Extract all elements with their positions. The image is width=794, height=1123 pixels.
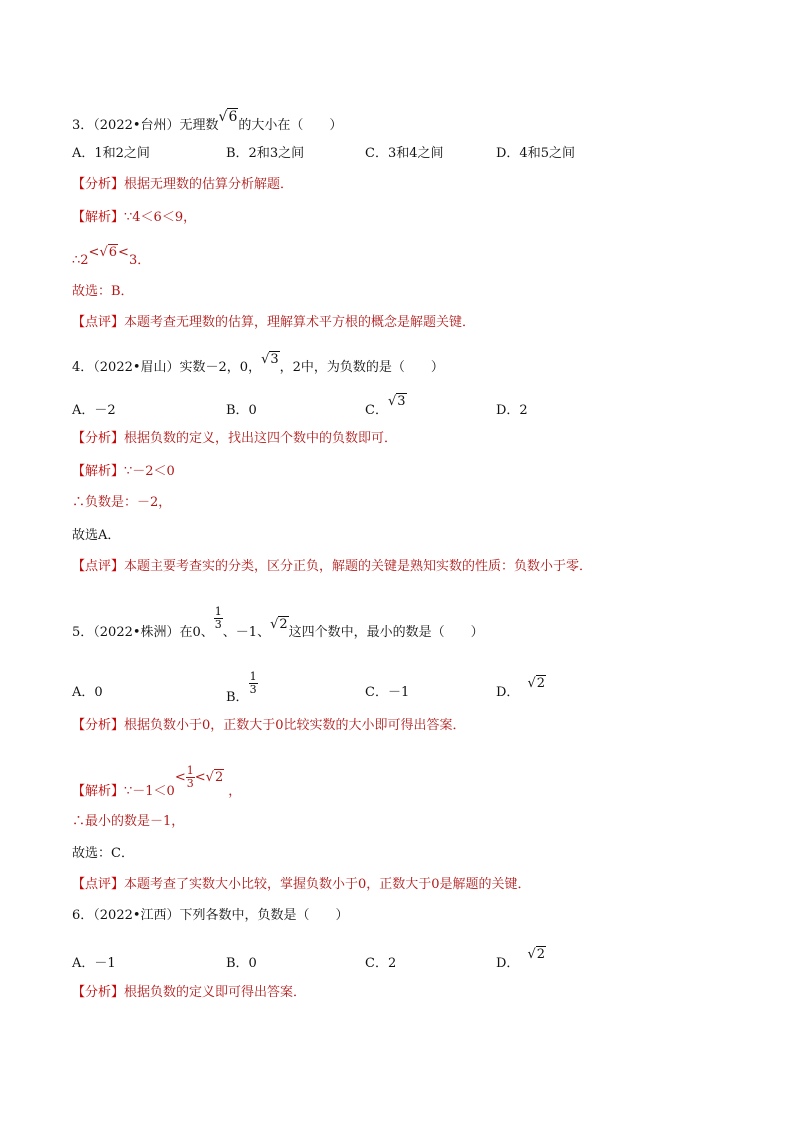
q5-option-a: A．0 [72, 685, 103, 700]
q4-comment: 【点评】本题主要考查实的分类，区分正负，解题的关键是熟知实数的性质：负数小于零． [72, 559, 593, 574]
q6-option-d: D．√2 [496, 947, 546, 971]
q5-option-d: D．√2 [496, 676, 546, 700]
q5-therefore: ∴最小的数是－1， [72, 814, 185, 829]
q4-solution: 【解析】∵－2＜0 [72, 464, 175, 479]
q3-option-b: B．2和3之间 [226, 146, 305, 161]
q6-option-b: B．0 [226, 956, 257, 971]
q5-analysis: 【分析】根据负数小于0，正数大于0比较实数的大小即可得出答案． [72, 718, 466, 733]
sqrt-3: √3 [261, 352, 279, 367]
q3-therefore: ∴2<√6<3． [72, 245, 151, 268]
q4-option-b: B．0 [226, 403, 257, 418]
q4-analysis: 【分析】根据负数的定义，找出这四个数中的负数即可． [72, 431, 398, 446]
q5-comment: 【点评】本题考查了实数大小比较，掌握负数小于0，正数大于0是解题的关键． [72, 877, 531, 892]
fraction-one-third: $\frac{1}{3}$ [186, 764, 194, 790]
q4-therefore: ∴负数是：－2， [72, 495, 172, 510]
q5-solution: 【解析】∵－1＜0< $\frac{1}{3}$ <√2， [72, 764, 242, 799]
q3-comment: 【点评】本题考查无理数的估算，理解算术平方根的概念是解题关键． [72, 315, 476, 330]
q4-stem: 4．（2022•眉山）实数－2，0，√3，2中，为负数的是（ ） [72, 352, 444, 375]
sqrt-2: √2 [527, 947, 546, 962]
sqrt-2: √2 [270, 617, 288, 632]
q6-stem: 6．（2022•江西）下列各数中，负数是（ ） [72, 908, 349, 923]
q6-option-a: A．－1 [72, 956, 116, 971]
q3-option-c: C．3和4之间 [365, 146, 444, 161]
q5-option-b: B． $\frac{1}{3}$ [226, 670, 257, 705]
fraction-one-third: $\frac{1}{3}$ [249, 670, 257, 696]
q6-option-c: C．2 [365, 956, 397, 971]
q3-choice: 故选：B． [72, 284, 134, 299]
q5-option-c: C．－1 [365, 685, 410, 700]
sqrt-2: √2 [205, 770, 224, 785]
q4-choice: 故选A． [72, 528, 121, 543]
q3-stem: 3．（2022•台州）无理数√6的大小在（ ） [72, 109, 343, 133]
sqrt-6: √6 [218, 109, 238, 125]
q5-solution-inequality: < $\frac{1}{3}$ <√2 [174, 764, 224, 790]
q3-option-a: A．1和2之间 [72, 146, 150, 161]
q5-choice: 故选：C． [72, 846, 134, 861]
sqrt-2: √2 [527, 676, 546, 691]
sqrt-3: √3 [387, 394, 406, 409]
sqrt-6: √6 [99, 245, 118, 260]
q5-stem: 5．（2022•株洲）在0、 $\frac{1}{3}$ 、－1、√2这四个数中，最小的数是（ ） [72, 605, 484, 640]
q3-analysis: 【分析】根据无理数的估算分析解题． [72, 177, 294, 192]
q3-option-d: D．4和5之间 [496, 146, 575, 161]
q4-option-c: C．√3 [365, 394, 406, 418]
q6-analysis: 【分析】根据负数的定义即可得出答案． [72, 985, 307, 1000]
q4-option-d: D．2 [496, 403, 528, 418]
fraction-one-third: $\frac{1}{3}$ [214, 605, 222, 631]
q4-option-a: A．－2 [72, 403, 116, 418]
q3-solution: 【解析】∵4＜6＜9， [72, 210, 197, 225]
